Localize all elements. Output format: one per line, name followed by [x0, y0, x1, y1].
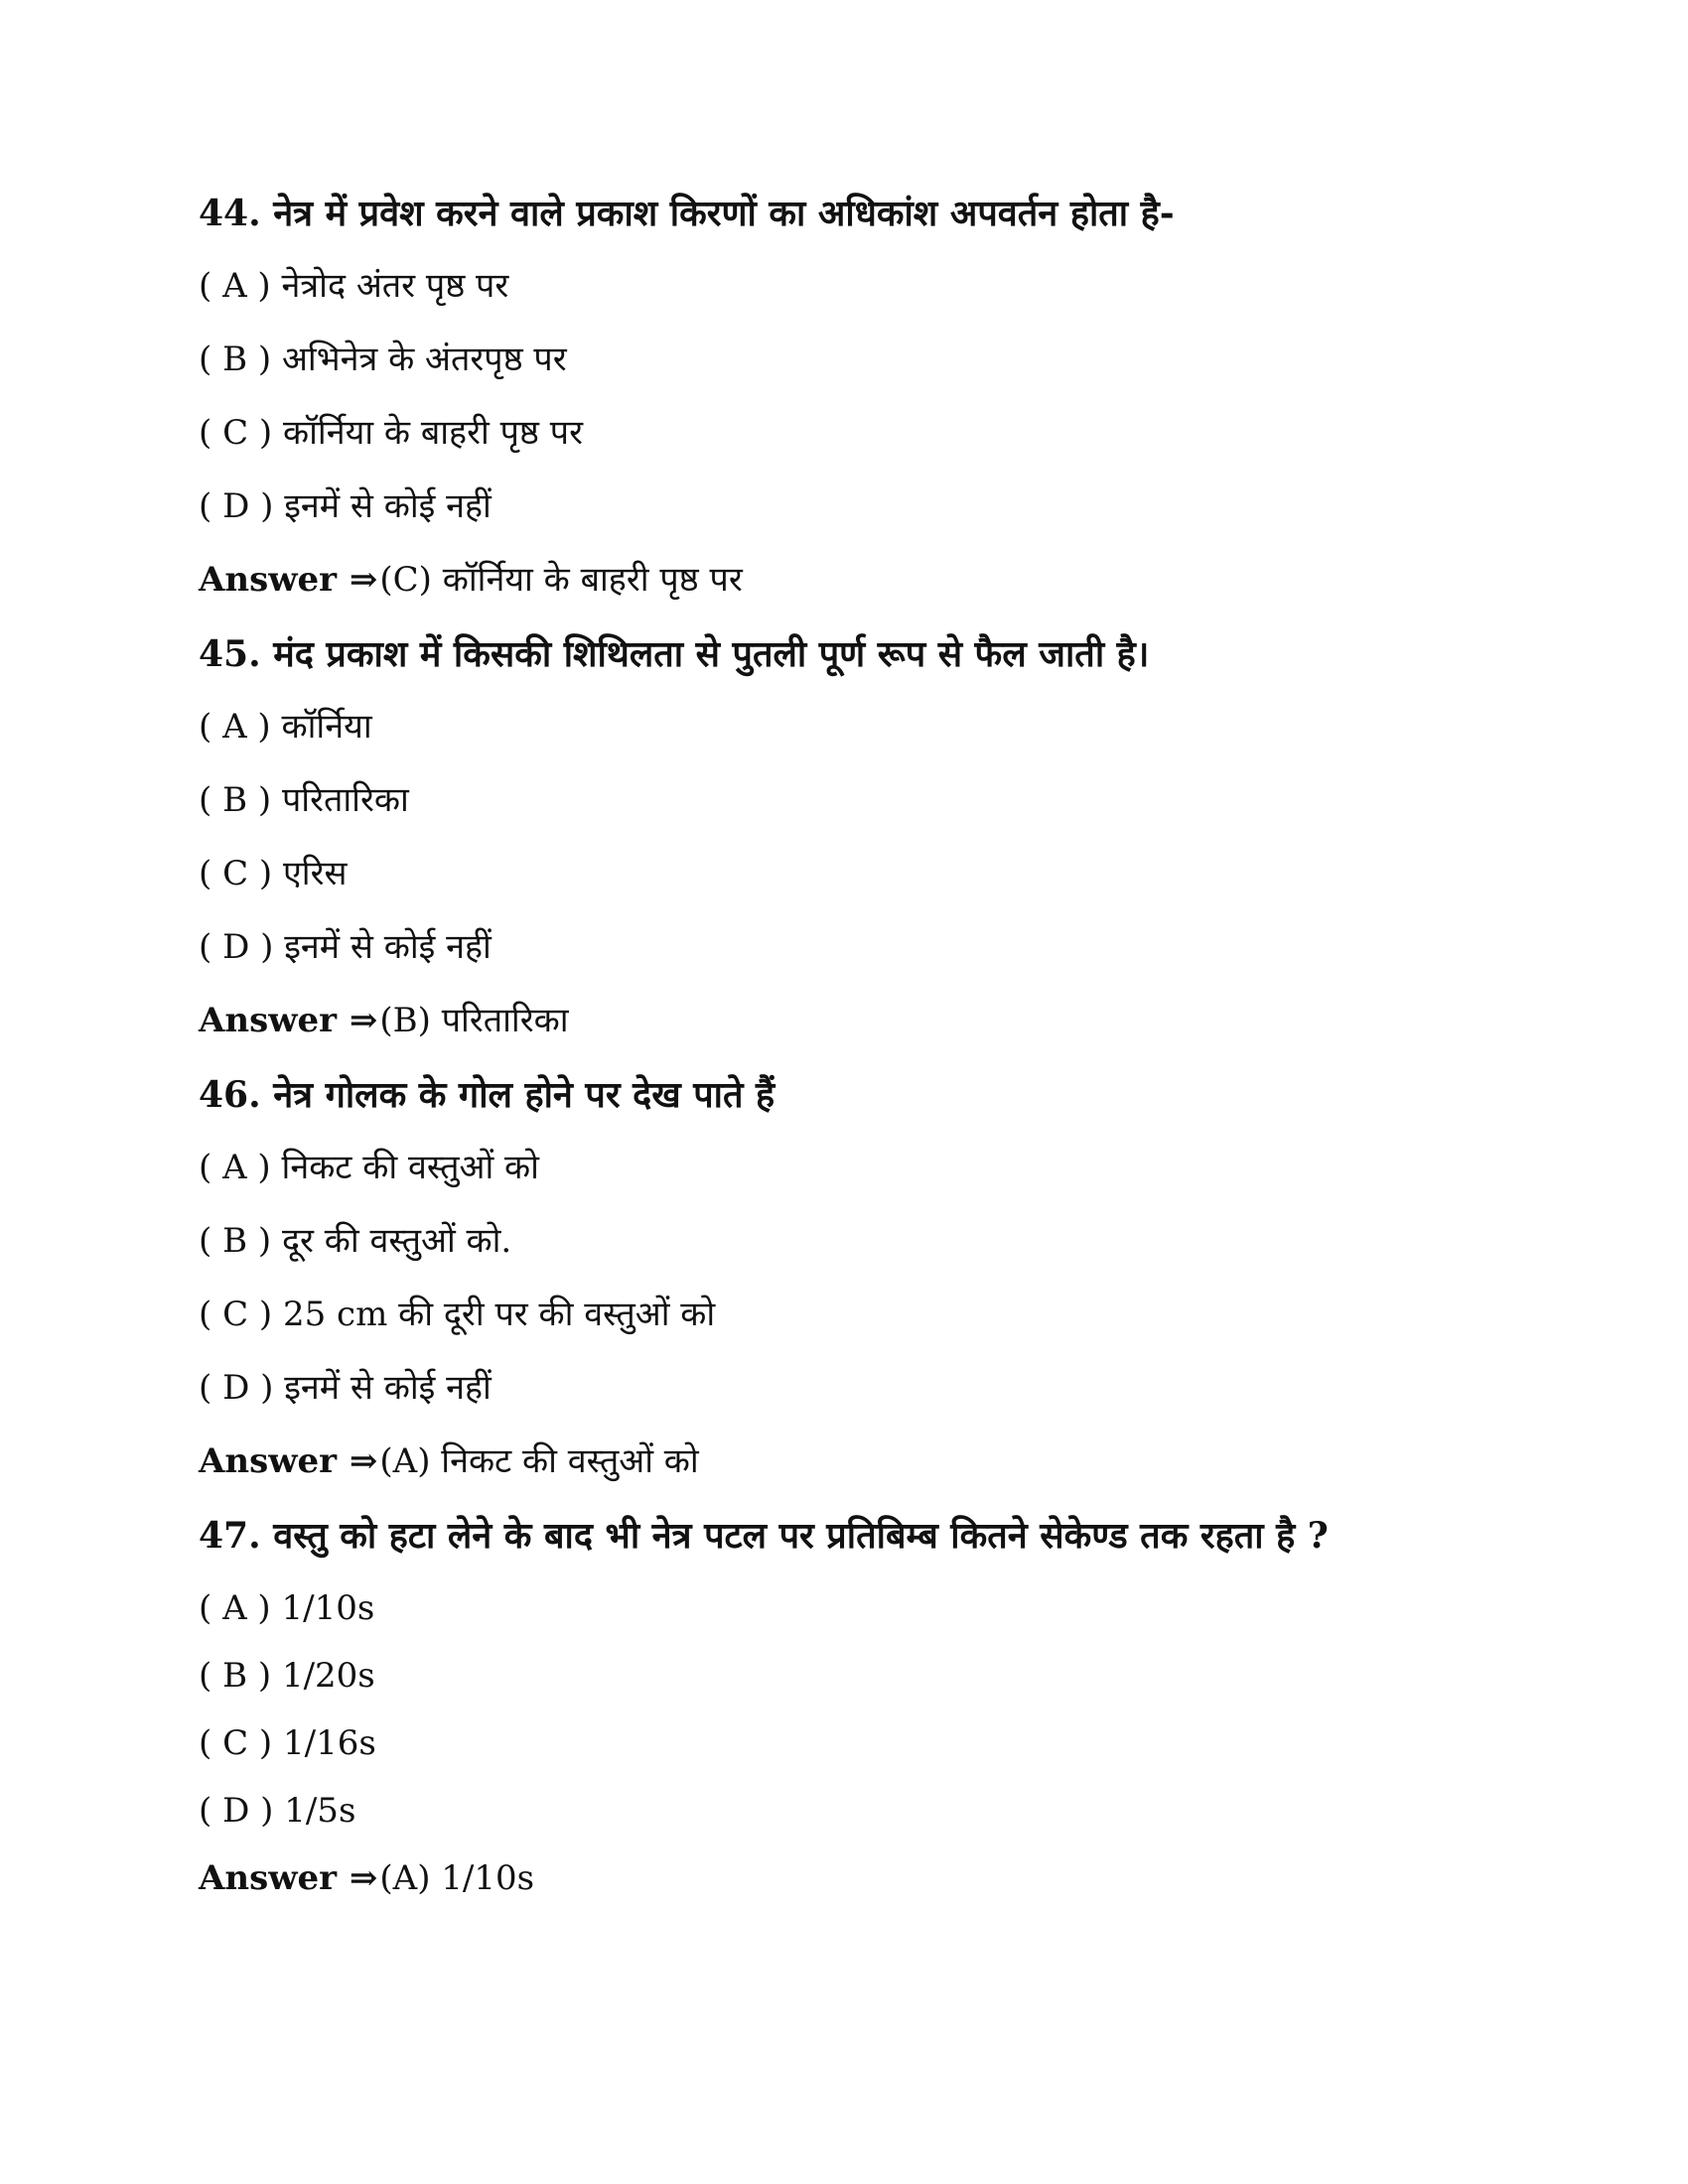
option-d: [199, 1787, 1609, 1854]
option-b: [199, 1217, 1609, 1291]
option-d: [199, 482, 1609, 556]
option-text: इनमें से कोई नहीं: [284, 1368, 492, 1408]
option-label: ( B ): [199, 1221, 272, 1261]
option-text: परितारिका: [281, 780, 409, 820]
question-44: [199, 189, 1609, 629]
option-label: ( C ): [199, 1295, 273, 1334]
question-title: [199, 1511, 1609, 1584]
option-text: 1/16s: [282, 1723, 376, 1763]
option-a: [199, 703, 1609, 776]
option-text: एरिस: [282, 854, 348, 893]
question-text: नेत्र गोलक के गोल होने पर देख पाते हैं: [273, 1074, 775, 1116]
option-label: ( C ): [199, 1723, 273, 1763]
option-text: 1/20s: [281, 1656, 375, 1696]
option-text: 1/10s: [281, 1588, 375, 1628]
answer-line: [199, 997, 1609, 1070]
answer-label: Answer: [199, 1441, 338, 1481]
option-a: [199, 262, 1609, 336]
option-c: [199, 850, 1609, 923]
option-label: ( B ): [199, 780, 272, 820]
question-title: [199, 629, 1609, 703]
document-page: [199, 189, 1609, 1928]
option-text: इनमें से कोई नहीं: [284, 486, 492, 526]
option-text: नेत्रोद अंतर पृष्ठ पर: [281, 266, 509, 306]
option-label: ( D ): [199, 927, 274, 967]
option-label: ( B ): [199, 340, 272, 379]
option-b: [199, 336, 1609, 409]
option-text: 1/5s: [284, 1791, 356, 1831]
answer-label: Answer: [199, 560, 338, 600]
question-text: नेत्र में प्रवेश करने वाले प्रकाश किरणों का अधिकांश अपवर्तन होता है-: [273, 193, 1175, 234]
answer-line: [199, 1437, 1609, 1511]
option-a: [199, 1144, 1609, 1217]
question-number: 44.: [199, 193, 261, 234]
answer-text: (A) निकट की वस्तुओं को: [379, 1441, 699, 1481]
arrow-icon: ⇒: [349, 1441, 378, 1481]
option-label: ( A ): [199, 1588, 271, 1628]
option-b: [199, 776, 1609, 850]
option-label: ( A ): [199, 1148, 271, 1187]
answer-text: (C) कॉर्निया के बाहरी पृष्ठ पर: [379, 560, 743, 600]
question-text: वस्तु को हटा लेने के बाद भी नेत्र पटल पर प्रतिबिम्ब कितने सेकेण्ड तक रहता है ?: [273, 1515, 1329, 1557]
question-text: मंद प्रकाश में किसकी शिथिलता से पुतली पूर्ण रूप से फैल जाती है।: [273, 633, 1150, 675]
option-label: ( B ): [199, 1656, 272, 1696]
option-b: [199, 1652, 1609, 1719]
option-label: ( D ): [199, 486, 274, 526]
arrow-icon: ⇒: [349, 1858, 378, 1898]
option-text: निकट की वस्तुओं को: [281, 1148, 539, 1187]
question-title: [199, 1070, 1609, 1144]
option-label: ( A ): [199, 707, 271, 747]
option-label: ( C ): [199, 413, 273, 453]
option-text: दूर की वस्तुओं को.: [281, 1221, 512, 1261]
option-text: अभिनेत्र के अंतरपृष्ठ पर: [281, 340, 567, 379]
option-text: इनमें से कोई नहीं: [284, 927, 492, 967]
answer-label: Answer: [199, 1001, 338, 1040]
arrow-icon: ⇒: [349, 560, 378, 600]
option-label: ( D ): [199, 1368, 274, 1408]
option-d: [199, 1364, 1609, 1437]
question-45: [199, 629, 1609, 1070]
option-d: [199, 923, 1609, 997]
option-label: ( D ): [199, 1791, 274, 1831]
answer-text: (B) परितारिका: [379, 1001, 569, 1040]
option-c: [199, 409, 1609, 482]
question-title: [199, 189, 1609, 262]
option-text: 25 cm की दूरी पर की वस्तुओं को: [282, 1295, 716, 1334]
question-47: [199, 1511, 1609, 1928]
answer-text: (A) 1/10s: [379, 1858, 535, 1898]
answer-line: [199, 1854, 1609, 1928]
question-number: 46.: [199, 1074, 261, 1116]
answer-label: Answer: [199, 1858, 338, 1898]
option-text: कॉर्निया: [281, 707, 372, 747]
option-label: ( C ): [199, 854, 273, 893]
option-a: [199, 1584, 1609, 1652]
option-c: [199, 1291, 1609, 1364]
option-c: [199, 1719, 1609, 1787]
option-text: कॉर्निया के बाहरी पृष्ठ पर: [282, 413, 583, 453]
question-number: 47.: [199, 1515, 261, 1557]
option-label: ( A ): [199, 266, 271, 306]
question-number: 45.: [199, 633, 261, 675]
answer-line: [199, 556, 1609, 629]
question-46: [199, 1070, 1609, 1511]
arrow-icon: ⇒: [349, 1001, 378, 1040]
